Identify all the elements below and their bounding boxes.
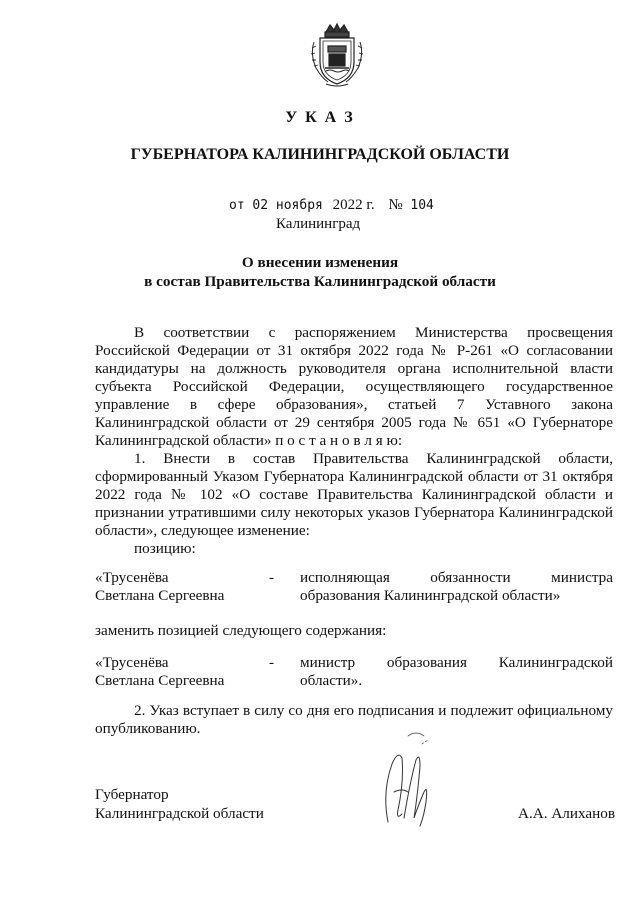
- signer-name: А.А. Алиханов: [518, 805, 616, 822]
- paragraph-line: Калининградской области от 29 сентября 2005 года № 651 «О Губернаторе: [95, 414, 613, 431]
- paragraph-line: признании утратившими силу некоторых указов Губернатора Калининградской: [95, 504, 613, 521]
- paragraph-line: управление в сфере образования», статьей 7 Уставного закона: [95, 396, 613, 413]
- dash-separator: -: [269, 569, 275, 586]
- date-prefix: от: [229, 198, 245, 213]
- paragraph-line: опубликованию.: [95, 720, 201, 737]
- paragraph-line: области», следующее изменение:: [95, 522, 310, 539]
- document-number: 104: [410, 198, 434, 213]
- handwritten-signature: [358, 722, 448, 834]
- person-name-line-1: «Трусенёва: [95, 654, 169, 671]
- signer-title-line-1: Губернатор: [95, 786, 169, 803]
- paragraph-line: субъекта Российской Федерации, осуществляющего государственное: [95, 378, 613, 395]
- role-line-2: области».: [300, 672, 363, 689]
- item-2-paragraph: [95, 702, 613, 738]
- date-value: 02 ноября: [252, 198, 323, 213]
- document-heading-line-2: в состав Правительства Калининградской области: [144, 273, 496, 290]
- paragraph-line: Калининградской области» п о с т а н о в л я ю:: [95, 432, 403, 449]
- paragraph-line: кандидатуры на должность руководителя органа исполнительной власти: [95, 360, 613, 377]
- replace-label: заменить позицией следующего содержания:: [95, 622, 387, 639]
- old-position-block: [95, 569, 613, 609]
- city-name: Калининград: [276, 216, 361, 232]
- paragraph-line: 1. Внести в состав Правительства Калининградской области,: [134, 450, 613, 467]
- role-line-1: министр образования Калининградской: [300, 654, 613, 671]
- dash-separator: -: [269, 654, 275, 671]
- preamble-paragraph: [95, 324, 613, 450]
- position-label: позицию:: [134, 540, 196, 557]
- person-name-line-1: «Трусенёва: [95, 569, 169, 586]
- paragraph-line: 2. Указ вступает в силу со дня его подписания и подлежит официальному: [134, 702, 613, 719]
- document-heading-line-1: О внесении изменения: [241, 254, 399, 271]
- number-sign: №: [388, 197, 403, 213]
- person-name-line-2: Светлана Сергеевна: [95, 587, 225, 604]
- paragraph-line: сформированный Указом Губернатора Калининградской области от 31 октября: [95, 468, 613, 485]
- coat-of-arms-emblem: [306, 22, 368, 88]
- date-number-line: [229, 197, 434, 214]
- document-type-title: У К А З: [285, 109, 355, 126]
- person-name-line-2: Светлана Сергеевна: [95, 672, 225, 689]
- role-line-1: исполняющая обязанности министра: [300, 569, 613, 586]
- new-position-block: [95, 654, 613, 694]
- date-year: 2022 г.: [332, 197, 375, 213]
- paragraph-line: Российской Федерации от 31 октября 2022 года № Р-261 «О согласовании: [95, 342, 613, 359]
- issuer-title: ГУБЕРНАТОРА КАЛИНИНГРАДСКОЙ ОБЛАСТИ: [130, 146, 510, 163]
- paragraph-line: 2022 года № 102 «О составе Правительства Калининградской области и: [95, 486, 613, 503]
- signer-title-line-2: Калининградской области: [95, 805, 264, 822]
- role-line-2: образования Калининградской области»: [300, 587, 561, 604]
- paragraph-line: В соответствии с распоряжением Министерства просвещения: [134, 324, 613, 341]
- item-1-paragraph: [95, 450, 613, 540]
